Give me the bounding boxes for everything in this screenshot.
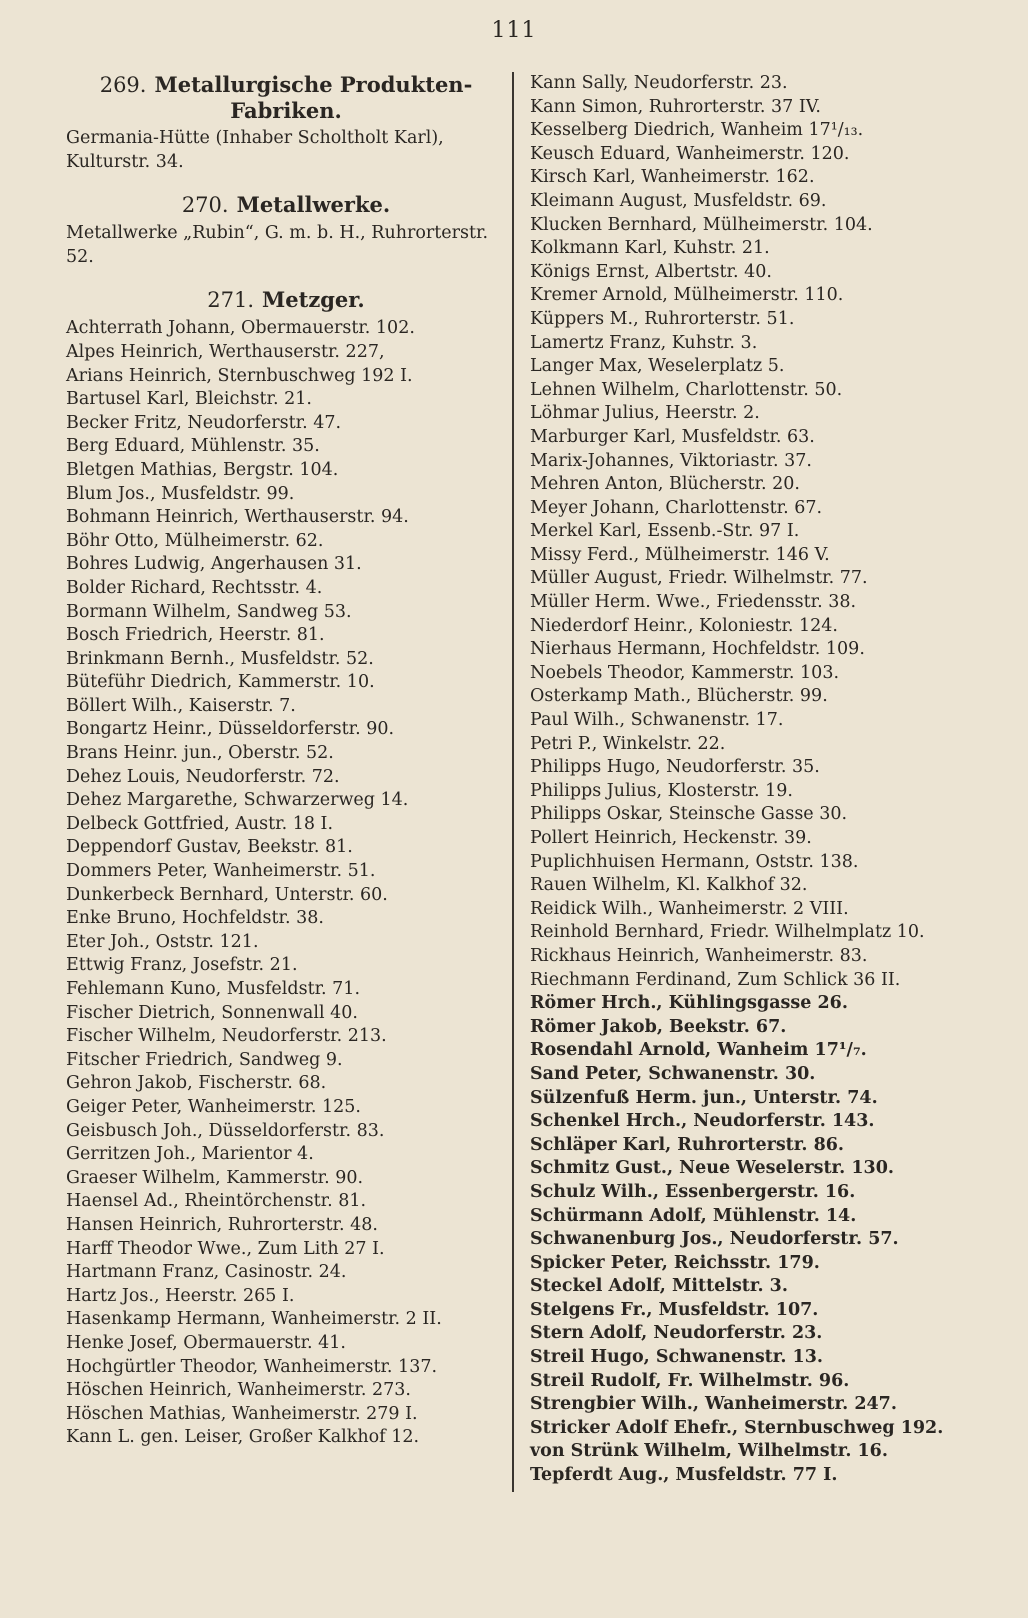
list-item: Bohmann Heinrich, Werthauserstr. 94. (66, 507, 409, 528)
list-item: Sand Peter, Schwanenstr. 30. (530, 1063, 816, 1084)
list-item: Deppendorf Gustav, Beekstr. 81. (66, 837, 353, 858)
list-item: Kremer Arnold, Mülheimerstr. 110. (530, 285, 844, 306)
list-item: Rauen Wilhelm, Kl. Kalkhof 32. (530, 875, 808, 896)
list-item: Bartusel Karl, Bleichstr. 21. (66, 389, 312, 410)
list-item: Fischer Dietrich, Sonnenwall 40. (66, 1002, 358, 1023)
list-item: Rickhaus Heinrich, Wanheimerstr. 83. (530, 945, 868, 966)
list-item: Pollert Heinrich, Heckenstr. 39. (530, 828, 812, 848)
list-item: Marix-Johannes, Viktoriastr. 37. (530, 450, 812, 471)
section-number: 270. (181, 193, 229, 218)
list-item: Noebels Theodor, Kammerstr. 103. (530, 662, 840, 683)
list-item: Kesselberg Diedrich, Wanheim 17¹/₁₃. (530, 120, 864, 141)
list-item: Streil Hugo, Schwanenstr. 13. (530, 1347, 823, 1368)
list-item: Blum Jos., Musfeldstr. 99. (66, 483, 295, 504)
list-item: Büteführ Diedrich, Kammerstr. 10. (66, 672, 375, 693)
page-number: 111 (491, 18, 537, 43)
list-item: Hochgürtler Theodor, Wanheimerstr. 137. (66, 1356, 438, 1377)
list-item: Steckel Adolf, Mittelstr. 3. (530, 1276, 788, 1297)
list-item: Kirsch Karl, Wanheimerstr. 162. (530, 167, 815, 188)
list-item: Hartmann Franz, Casinostr. 24. (66, 1262, 347, 1283)
list-item: Müller August, Friedr. Wilhelmstr. 77. (530, 568, 868, 589)
list-item: Graeser Wilhelm, Kammerstr. 90. (66, 1167, 364, 1188)
list-item: Müller Herm. Wwe., Friedensstr. 38. (530, 592, 857, 613)
list-item: Löhmar Julius, Heerstr. 2. (530, 403, 760, 424)
list-item: Klucken Bernhard, Mülheimerstr. 104. (530, 214, 873, 235)
list-item: Fitscher Friedrich, Sandweg 9. (66, 1049, 343, 1070)
list-item: Schläper Karl, Ruhrorterstr. 86. (530, 1134, 845, 1155)
list-item: Böhr Otto, Mülheimerstr. 62. (66, 530, 324, 551)
list-item: Schwanenburg Jos., Neudorferstr. 57. (530, 1229, 899, 1250)
list-item: Arians Heinrich, Sternbuschweg 192 I. (66, 365, 413, 386)
list-item: Philipps Oskar, Steinsche Gasse 30. (530, 804, 848, 825)
section-number: 271. (207, 288, 255, 313)
list-item: Gerritzen Joh., Marientor 4. (66, 1144, 314, 1165)
list-item: Brinkmann Bernh., Musfeldstr. 52. (66, 648, 374, 669)
list-item: Osterkamp Math., Blücherstr. 99. (530, 686, 828, 707)
list-item: Bosch Friedrich, Heerstr. 81. (66, 625, 325, 646)
list-item: Bohres Ludwig, Angerhausen 31. (66, 554, 362, 575)
list-item: Kann Simon, Ruhrorterstr. 37 IV. (530, 96, 821, 117)
list-item: Spicker Peter, Reichsstr. 179. (530, 1252, 820, 1273)
left-column (66, 72, 506, 1450)
list-item: Fischer Wilhelm, Neudorferstr. 213. (66, 1026, 387, 1047)
list-item: Streil Rudolf, Fr. Wilhelmstr. 96. (530, 1370, 850, 1391)
list-item: Böllert Wilh., Kaiserstr. 7. (66, 695, 296, 716)
list-item: Langer Max, Weselerplatz 5. (530, 356, 785, 377)
list-item: Römer Hrch., Kühlingsgasse 26. (530, 993, 848, 1014)
list-item: Sülzenfuß Herm. jun., Unterstr. 74. (530, 1087, 878, 1108)
list-item: Becker Fritz, Neudorferstr. 47. (66, 412, 342, 433)
section-heading-271 (66, 287, 506, 313)
list-item: Schmitz Gust., Neue Weselerstr. 130. (530, 1158, 894, 1179)
list-item: Marburger Karl, Musfeldstr. 63. (530, 426, 815, 447)
list-item: Lamertz Franz, Kuhstr. 3. (530, 332, 758, 353)
list-item: Tepferdt Aug., Musfeldstr. 77 I. (530, 1465, 838, 1486)
list-item: Kann L. gen. Leiser, Großer Kalkhof 12. (66, 1427, 420, 1448)
list-item: Germania-Hütte (Inhaber Scholtholt Karl), Kulturstr. 34. (66, 128, 444, 172)
list-item: Delbeck Gottfried, Austr. 18 I. (66, 813, 334, 834)
list-item: Lehnen Wilhelm, Charlottenstr. 50. (530, 379, 843, 400)
list-item: Hartz Jos., Heerstr. 265 I. (66, 1285, 295, 1306)
list-item: Achterrath Johann, Obermauerstr. 102. (66, 318, 415, 339)
list-item: von Strünk Wilhelm, Wilhelmstr. 16. (530, 1441, 888, 1462)
list-item: Reidick Wilh., Wanheimerstr. 2 VIII. (530, 898, 849, 919)
list-item: Gehron Jakob, Fischerstr. 68. (66, 1073, 327, 1094)
right-list (530, 72, 970, 1488)
section-title: Metzger. (262, 287, 365, 313)
list-item: Strengbier Wilh., Wanheimerstr. 247. (530, 1394, 897, 1415)
list-item: Bletgen Mathias, Bergstr. 104. (66, 459, 339, 480)
list-item: Enke Bruno, Hochfeldstr. 38. (66, 908, 324, 929)
list-item: Schürmann Adolf, Mühlenstr. 14. (530, 1205, 857, 1226)
list-item: Geiger Peter, Wanheimerstr. 125. (66, 1096, 361, 1117)
list-item: Mehren Anton, Blücherstr. 20. (530, 474, 800, 495)
list-item: Philipps Julius, Klosterstr. 19. (530, 780, 793, 801)
list-item: Höschen Heinrich, Wanheimerstr. 273. (66, 1380, 411, 1401)
list-item: Rosendahl Arnold, Wanheim 17¹/₇. (530, 1040, 867, 1061)
list-item: Hasenkamp Hermann, Wanheimerstr. 2 II. (66, 1309, 442, 1330)
right-column (530, 72, 970, 1488)
list-item: Königs Ernst, Albertstr. 40. (530, 261, 772, 282)
list-item: Dunkerbeck Bernhard, Unterstr. 60. (66, 884, 388, 905)
list-item: Merkel Karl, Essenb.-Str. 97 I. (530, 521, 800, 542)
list-item: Bongartz Heinr., Düsseldorferstr. 90. (66, 719, 395, 740)
list-item: Hansen Heinrich, Ruhrorterstr. 48. (66, 1214, 378, 1235)
list-item: Höschen Mathias, Wanheimerstr. 279 I. (66, 1403, 418, 1424)
list-item: Niederdorf Heinr., Koloniestr. 124. (530, 615, 838, 636)
list-item: Kann Sally, Neudorferstr. 23. (530, 73, 788, 93)
list-item: Philipps Hugo, Neudorferstr. 35. (530, 757, 820, 778)
list-item: Ettwig Franz, Josefstr. 21. (66, 955, 298, 976)
column-divider (512, 72, 514, 1492)
list-item: Haensel Ad., Rheintörchenstr. 81. (66, 1191, 367, 1212)
list-item: Geisbusch Joh., Düsseldorferstr. 83. (66, 1120, 385, 1141)
list-item: Dommers Peter, Wanheimerstr. 51. (66, 861, 376, 882)
list-item: Alpes Heinrich, Werthauserstr. 227, (66, 341, 385, 362)
list-item: Schenkel Hrch., Neudorferstr. 143. (530, 1111, 875, 1132)
list-item: Dehez Louis, Neudorferstr. 72. (66, 766, 340, 787)
list-item: Schulz Wilh., Essenbergerstr. 16. (530, 1181, 856, 1202)
list-item: Riechmann Ferdinand, Zum Schlick 36 II. (530, 969, 901, 990)
section-title: Metallurgische Produkten-Fabriken. (154, 72, 473, 123)
list-item: Stern Adolf, Neudorferstr. 23. (530, 1323, 823, 1344)
list-item: Petri P., Winkelstr. 22. (530, 733, 726, 754)
list-item: Bolder Richard, Rechtsstr. 4. (66, 577, 323, 598)
list-item: Keusch Eduard, Wanheimerstr. 120. (530, 143, 850, 164)
list-item: Puplichhuisen Hermann, Oststr. 138. (530, 851, 859, 872)
list-item: Meyer Johann, Charlottenstr. 67. (530, 497, 823, 518)
section-heading-269 (66, 72, 506, 123)
list-item: Metallwerke „Rubin“, G. m. b. H., Ruhrorterstr. 52. (66, 223, 489, 267)
list-item: Missy Ferd., Mülheimerstr. 146 V. (530, 544, 830, 565)
list-item: Küppers M., Ruhrorterstr. 51. (530, 308, 795, 329)
list-item: Kolkmann Karl, Kuhstr. 21. (530, 238, 770, 259)
list-item: Bormann Wilhelm, Sandweg 53. (66, 601, 352, 622)
list-item: Dehez Margarethe, Schwarzerweg 14. (66, 790, 409, 811)
list-item: Reinhold Bernhard, Friedr. Wilhelmplatz 10. (530, 922, 925, 943)
metzger-list (66, 317, 506, 1450)
list-item: Berg Eduard, Mühlenstr. 35. (66, 436, 320, 457)
section-number: 269. (99, 73, 147, 97)
list-item: Kleimann August, Musfeldstr. 69. (530, 190, 827, 211)
list-item: Stricker Adolf Ehefr., Sternbuschweg 192. (530, 1417, 944, 1438)
section-title: Metallwerke. (236, 192, 391, 218)
list-item: Paul Wilh., Schwanenstr. 17. (530, 710, 784, 731)
list-item: Brans Heinr. jun., Oberstr. 52. (66, 743, 334, 764)
list-item: Römer Jakob, Beekstr. 67. (530, 1016, 787, 1037)
list-item: Fehlemann Kuno, Musfeldstr. 71. (66, 979, 361, 999)
list-item: Stelgens Fr., Musfeldstr. 107. (530, 1299, 819, 1320)
list-item: Eter Joh., Oststr. 121. (66, 931, 259, 952)
list-item: Harff Theodor Wwe., Zum Lith 27 I. (66, 1238, 385, 1259)
section-heading-270 (66, 192, 506, 218)
list-item: Henke Josef, Obermauerstr. 41. (66, 1332, 346, 1353)
list-item: Nierhaus Hermann, Hochfeldstr. 109. (530, 639, 865, 660)
